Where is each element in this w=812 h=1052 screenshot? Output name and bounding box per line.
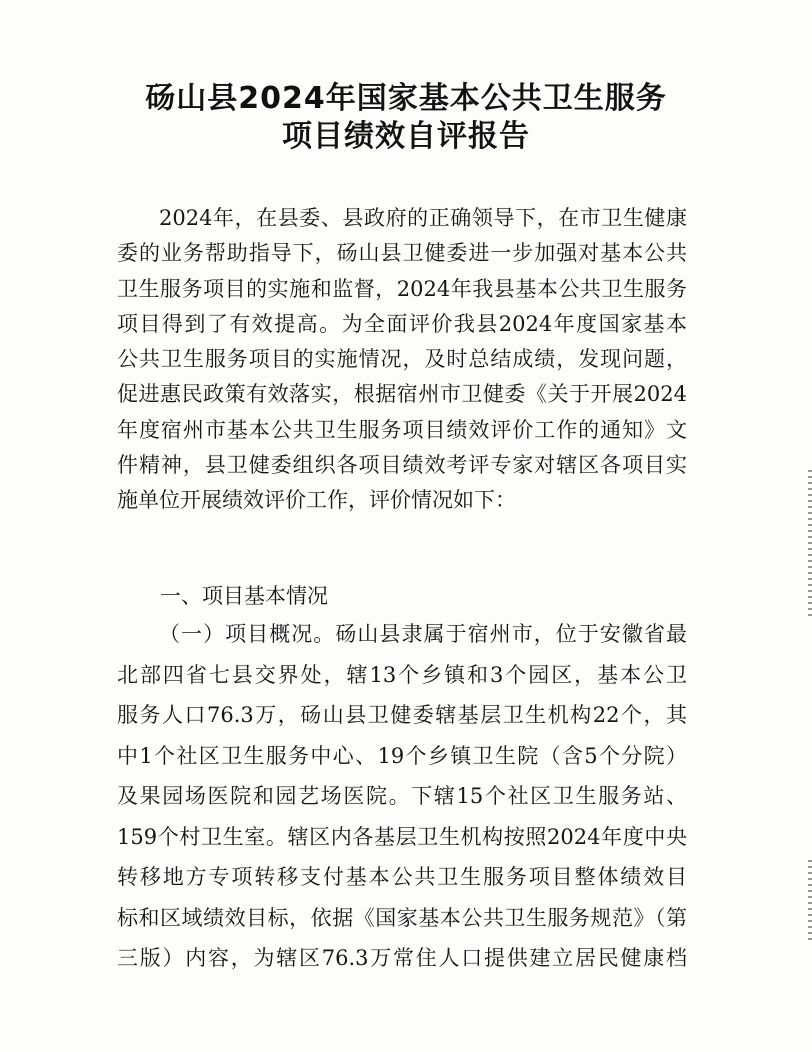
paragraph-line: 件精神，县卫健委组织各项目绩效考评专家对辖区各项目实 — [117, 453, 687, 478]
paragraph-line: 159个村卫生室。辖区内各基层卫生机构按照2024年度中央 — [117, 824, 687, 849]
paragraph-line: 年度宿州市基本公共卫生服务项目绩效评价工作的通知》文 — [117, 417, 687, 442]
paragraph-line: 及果园场医院和园艺场医院。下辖15个社区卫生服务站、 — [117, 784, 687, 808]
paragraph-line: 转移地方专项转移支付基本公共卫生服务项目整体绩效目 — [117, 865, 687, 889]
section-heading: 一、项目基本情况 — [160, 584, 328, 608]
paragraph-line: 公共卫生服务项目的实施情况，及时总结成绩，发现问题， — [117, 347, 687, 372]
document-title-line1: 砀山县2024年国家基本公共卫生服务 — [145, 81, 667, 116]
paragraph-line: 服务人口76.3万，砀山县卫健委辖基层卫生机构22个，其 — [117, 703, 687, 727]
document-title-line2: 项目绩效自评报告 — [282, 119, 530, 154]
paragraph-line: 委的业务帮助指导下，砀山县卫健委进一步加强对基本公共 — [117, 241, 687, 266]
paragraph-line: 卫生服务项目的实施和监督，2024年我县基本公共卫生服务 — [117, 276, 687, 301]
intro-paragraph — [117, 205, 687, 523]
paragraph-line: 北部四省七县交界处，辖13个乡镇和3个园区，基本公卫 — [117, 662, 687, 687]
paragraph-line: 标和区域绩效目标，依据《国家基本公共卫生服务规范》（第 — [117, 905, 687, 930]
paragraph-line: 三版）内容，为辖区76.3万常住人口提供建立居民健康档 — [117, 946, 687, 970]
paragraph-line: 2024年，在县委、县政府的正确领导下，在市卫生健康 — [159, 206, 687, 230]
project-overview-paragraph — [117, 621, 687, 986]
scan-edge-artifact — [808, 860, 812, 940]
scan-edge-artifact — [808, 470, 812, 620]
paragraph-line: 施单位开展绩效评价工作，评价情况如下： — [117, 488, 516, 513]
paragraph-line: （一）项目概况。砀山县隶属于宿州市，位于安徽省最 — [159, 622, 687, 646]
paragraph-line: 中1个社区卫生服务中心、19个乡镇卫生院（含5个分院） — [117, 743, 687, 768]
paragraph-line: 项目得到了有效提高。为全面评价我县2024年度国家基本 — [117, 311, 687, 336]
paragraph-line: 促进惠民政策有效落实，根据宿州市卫健委《关于开展2024 — [117, 382, 687, 407]
